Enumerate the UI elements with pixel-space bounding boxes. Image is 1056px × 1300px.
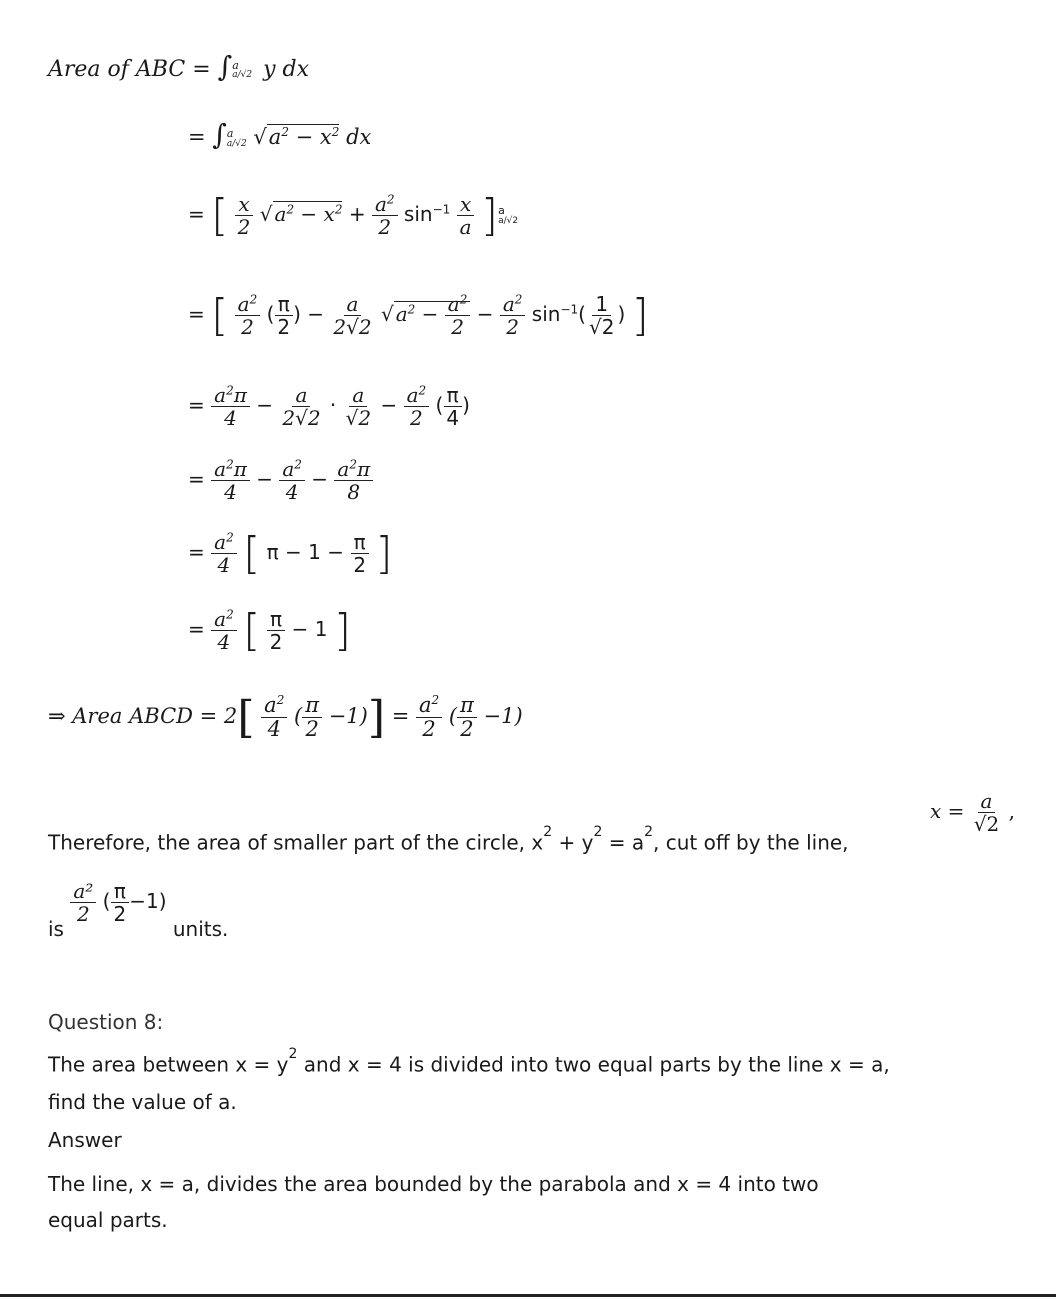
bottom-rule bbox=[0, 1294, 1056, 1297]
derivation-line-5: = $\frac{a^2\pi}{4}$ − $\frac{a^2}{4}$ − $\frac{a^2\pi}{8}$ bbox=[188, 458, 373, 503]
question-heading: Question 8: bbox=[48, 1010, 164, 1034]
answer-line-1: The line, x = a, divides the area bounded by the parabola and x = 4 into two bbox=[48, 1172, 819, 1196]
conclusion-text: Therefore, the area of smaller part of the circle, $x^2 + y^2 = a^2$, cut off by the line, bbox=[48, 824, 849, 855]
derivation-line-7: = $\frac{a^2}{4}$ [ $\frac{\pi}{2}$ − 1 ] bbox=[188, 605, 352, 656]
answer-label: Answer bbox=[48, 1128, 122, 1152]
area-abc-label: Area of ABC = ∫ a a/√2 y dx bbox=[48, 50, 310, 83]
area-abcd-line: ⇒ Area ABCD = 2[ $\frac{a^2}{4}$ ( $\frac{\pi}{2}$ −1)] = $\frac{a^2}{2}$ ( $\frac{\pi}{2}$ −1) bbox=[48, 692, 523, 743]
derivation-line-1: = ∫ a a/√2 $√a^2 - x^2$ dx bbox=[188, 118, 372, 151]
line-equation: x = $\frac{a}{√2}$ , bbox=[930, 789, 1015, 836]
derivation-line-4: = $\frac{a^2\pi}{4}$ − $\frac{a}{2√2}$ · $\frac{a}{√2}$ − $\frac{a^2}{2}$ ( $\frac{\pi}{4}$ ) bbox=[188, 383, 470, 430]
derivation-line-6: = $\frac{a^2}{4}$ [ π − 1 − $\frac{\pi}{2}$ ] bbox=[188, 528, 393, 579]
derivation-line-2: = [ $\frac{x}{2}$ √ $a^2 - x^2$ + $\frac{a^2}{2}$ $\sin^{-1}$ $\frac{x}{a}$ ] a a/√2 bbox=[188, 190, 519, 241]
question-body-line-2: find the value of a. bbox=[48, 1090, 237, 1114]
result-line: is $\frac{\text{a²}}{2}$ ( $\frac{\pi}{2}$ −1) units. bbox=[48, 879, 229, 941]
question-body-line-1: The area between $x = y^2$ and x = 4 is divided into two equal parts by the line x = a, bbox=[48, 1046, 890, 1077]
derivation-line-3: = [ $\frac{a^2}{2}$ ( $\frac{\pi}{2}$ ) − $\frac{a}{2√2}$ √ $a^2$ − $\frac{a^2}{2}$ − $\frac{a^2}{2}$ $\sin^{-1}$( $\frac{1}{√2}$ ) ] bbox=[188, 290, 649, 341]
answer-line-2: equal parts. bbox=[48, 1208, 168, 1232]
